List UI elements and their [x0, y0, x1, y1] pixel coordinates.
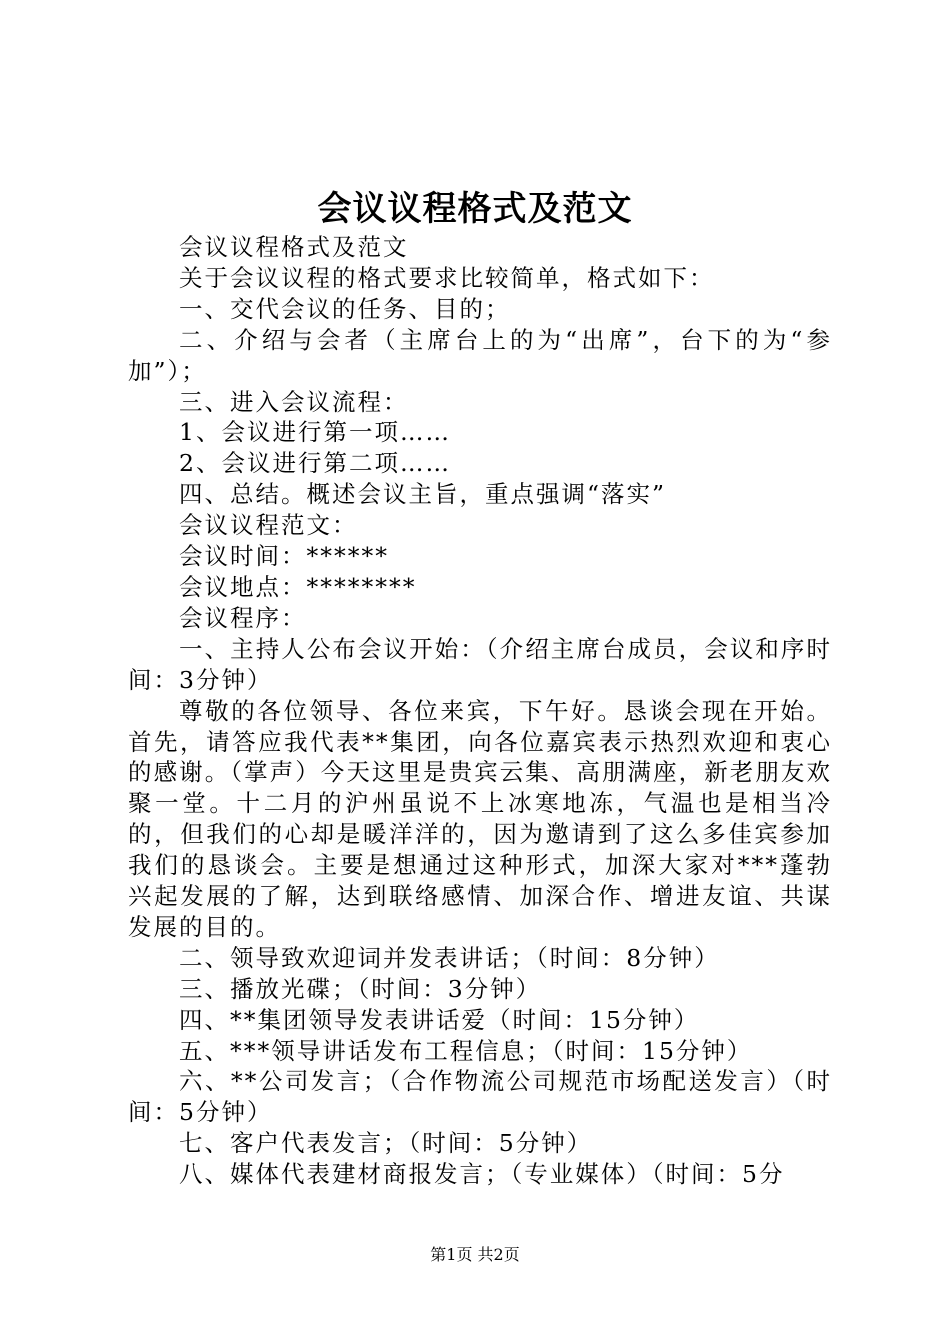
paragraph: 二、介绍与会者（主席台上的为“出席”，台下的为“参加”）； — [128, 325, 832, 385]
paragraph: 四、总结。概述会议主旨，重点强调“落实” — [179, 480, 667, 509]
paragraph: 尊敬的各位领导、各位来宾，下午好。恳谈会现在开始。首先，请答应我代表**集团，向各位嘉宾表示热烈欢迎和衷心的感谢。（掌声）今天这里是贵宾云集、高朋满座，新老朋友欢聚一堂。十二月的沪州虽说不上冰寒地冻，气温也是相当冷的，但我们的心却是暖洋洋的，因为邀请到了这么多佳宾参加我们的恳谈会。主要是想通过这种形式，加深大家对***蓬勃兴起发展的了解，达到联络感情、加深合作、增进友谊、共谋发展的目的。 — [128, 696, 832, 941]
paragraph: 会议议程范文： — [179, 511, 358, 540]
paragraph: 2、会议进行第二项…… — [179, 449, 451, 478]
paragraph: 会议地点：******** — [179, 572, 417, 601]
paragraph: 会议程序： — [179, 603, 307, 632]
page-footer: 第1页 共2页 — [430, 1245, 520, 1264]
paragraph: 关于会议议程的格式要求比较简单，格式如下： — [179, 263, 715, 292]
paragraph: 七、客户代表发言；（时间：5分钟） — [179, 1129, 593, 1158]
paragraph: 会议议程格式及范文 — [179, 233, 409, 261]
page-title: 会议议程格式及范文 — [317, 189, 633, 229]
paragraph: 一、主持人公布会议开始：（介绍主席台成员，会议和序时间：3分钟） — [128, 634, 832, 694]
paragraph: 三、进入会议流程： — [179, 387, 409, 416]
paragraph: 会议时间：****** — [179, 542, 389, 571]
paragraph: 一、交代会议的任务、目的； — [179, 294, 511, 323]
paragraph: 二、领导致欢迎词并发表讲话；（时间：8分钟） — [179, 943, 720, 972]
paragraph: 八、媒体代表建材商报发言；（专业媒体）（时间：5分 — [179, 1160, 785, 1189]
paragraph: 1、会议进行第一项…… — [179, 418, 451, 447]
paragraph: 五、***领导讲话发布工程信息；（时间：15分钟） — [179, 1036, 753, 1065]
document-body — [128, 232, 832, 1190]
paragraph: 四、**集团领导发表讲话爱（时间：15分钟） — [179, 1005, 700, 1034]
paragraph: 六、**公司发言；（合作物流公司规范市场配送发言）（时间：5分钟） — [128, 1067, 832, 1127]
paragraph: 三、播放光碟；（时间：3分钟） — [179, 974, 542, 1003]
